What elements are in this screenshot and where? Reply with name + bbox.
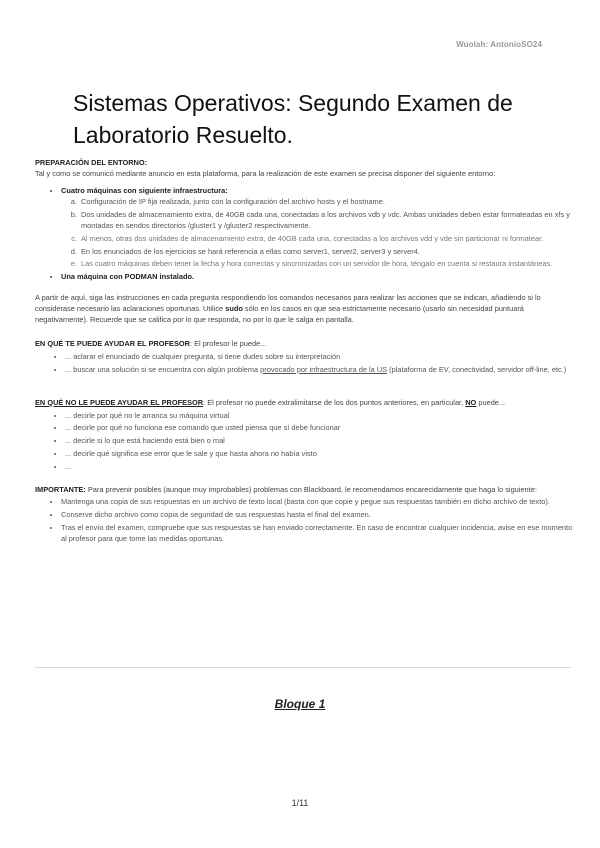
list-item: • ... aclarar el enunciado de cualquier pregunta, si tiene dudes sobre su interpretación <box>65 352 575 363</box>
cannot-help-list <box>35 411 575 473</box>
page-number: 1/11 <box>291 798 309 808</box>
document-body <box>35 158 575 547</box>
machine-requirements <box>61 197 575 270</box>
prep-list <box>35 186 575 283</box>
important-list <box>35 497 575 544</box>
prep-intro: Tal y como se comunicó mediante anuncio en esta plataforma, para la realización de este examen se precisa disponer del siguiente entorno: <box>35 168 496 178</box>
podman-label: Una máquina con PODMAN instalado. <box>61 272 195 282</box>
cannot-help-title-rest: : El profesor no puede extralimitarse de los dos puntos anteriores, en particular, <box>203 397 466 407</box>
can-help-title-rest: : El profesor le puede... <box>189 339 267 349</box>
can-help-list <box>35 352 575 376</box>
requirement-item: d. En los enunciados de los ejercicios se hará referencia a ellas como server1, server2, server3 y server4. <box>79 247 575 258</box>
list-item-tail: (plataforma de EV, conectividad, servidor off-line, etc.) <box>387 364 567 374</box>
cannot-help-heading <box>35 398 575 409</box>
machines-item <box>61 186 575 271</box>
section-divider <box>35 667 571 668</box>
list-item: • ... decirle por qué no funciona ese comando que usted piensa que sí debe funcionar <box>65 423 575 434</box>
no-emphasis: NO <box>465 397 477 407</box>
list-item: • Mantenga una copia de sus respuestas en un archivo de texto local (basta con que copie y pegue sus respuestas también en dicho archivo de texto). <box>61 497 575 508</box>
important-label: IMPORTANTE: <box>35 484 86 494</box>
list-item: • Conserve dicho archivo como copia de seguridad de sus respuestas hasta el final del examen. <box>61 510 575 521</box>
list-item: • ... decirle por qué no le arranca su máquina virtual <box>65 411 575 422</box>
important-text: Para prevenir posibles (aunque muy improbables) problemas con Blackboard, le recomendamos encarecidamente que haga lo siguiente: <box>85 484 537 494</box>
important-paragraph <box>35 485 575 496</box>
list-item: • ... decirle si lo que está haciendo está bien o mal <box>65 436 575 447</box>
requirement-item: b. Dos unidades de almacenamiento extra, de 40GB cada una, conectadas a los archivos vdb y vdc. Ambas unidades deben estar formateadas en xfs y montadas en sendos directorios /gluster1 y /gluster2 respectivamente. <box>79 210 575 232</box>
sudo-keyword: sudo <box>225 303 243 313</box>
cannot-help-title-end: puede... <box>476 397 506 407</box>
instructions-text: A partir de aquí, siga las instrucciones en cada pregunta respondiendo los comandos necesarios para realizar las acciones que se indican, añadiendo si lo considerase necesario las aclaraciones oportunas. Utilice <box>35 292 541 313</box>
watermark: Wuolah: AntonioSO24 <box>456 40 542 49</box>
can-help-heading <box>35 339 575 350</box>
list-item-text: ... buscar una solución si se encuentra con algún problema <box>65 364 261 374</box>
instructions-text-end: sólo en los casos en que sea estrictamente necesario (usarlo sin necesidad puntuará negativamente). Recuerde que se califica por lo que responda, no por lo que le salga en pantalla. <box>35 303 524 324</box>
infrastructure-link[interactable]: provocado por infraestructura de la US <box>260 364 388 374</box>
cannot-help-title: EN QUÉ NO LE PUEDE AYUDAR EL PROFESOR <box>35 397 204 407</box>
list-item <box>65 365 575 376</box>
prep-heading: PREPARACIÓN DEL ENTORNO: <box>35 158 148 167</box>
machines-label: Cuatro máquinas con siguiente infraestructura: <box>61 185 228 195</box>
list-item: • ... <box>65 462 575 473</box>
can-help-title: EN QUÉ TE PUEDE AYUDAR EL PROFESOR <box>35 339 190 349</box>
requirement-item: a. Configuración de IP fija realizada, junto con la configuración del archivo hosts y el hostname. <box>79 197 575 208</box>
requirement-item: e. Las cuatro máquinas deben tener la fecha y hora correctas y sincronizadas con un servidor de hora, téngalo en cuenta si restaura instantáneas. <box>79 259 575 270</box>
section-title: Bloque 1 <box>274 697 326 711</box>
list-item: • ... decirle qué significa ese error que le sale y que hasta ahora no había visto <box>65 449 575 460</box>
requirement-item: c. Al menos, otras dos unidades de almacenamiento extra, de 40GB cada una, conectadas a los archivos vdd y vde sin particionar ni formatear. <box>79 234 575 245</box>
list-item: • Tras el envío del examen, compruebe que sus respuestas se han enviado correctamente. En caso de encontrar cualquier incidencia, avise en ese momento al profesor para que tome las medidas oportunas. <box>61 523 575 545</box>
instructions-paragraph <box>35 293 575 325</box>
page-title: Sistemas Operativos: Segundo Examen de Laboratorio Resuelto. <box>73 90 513 149</box>
podman-item <box>61 272 575 283</box>
